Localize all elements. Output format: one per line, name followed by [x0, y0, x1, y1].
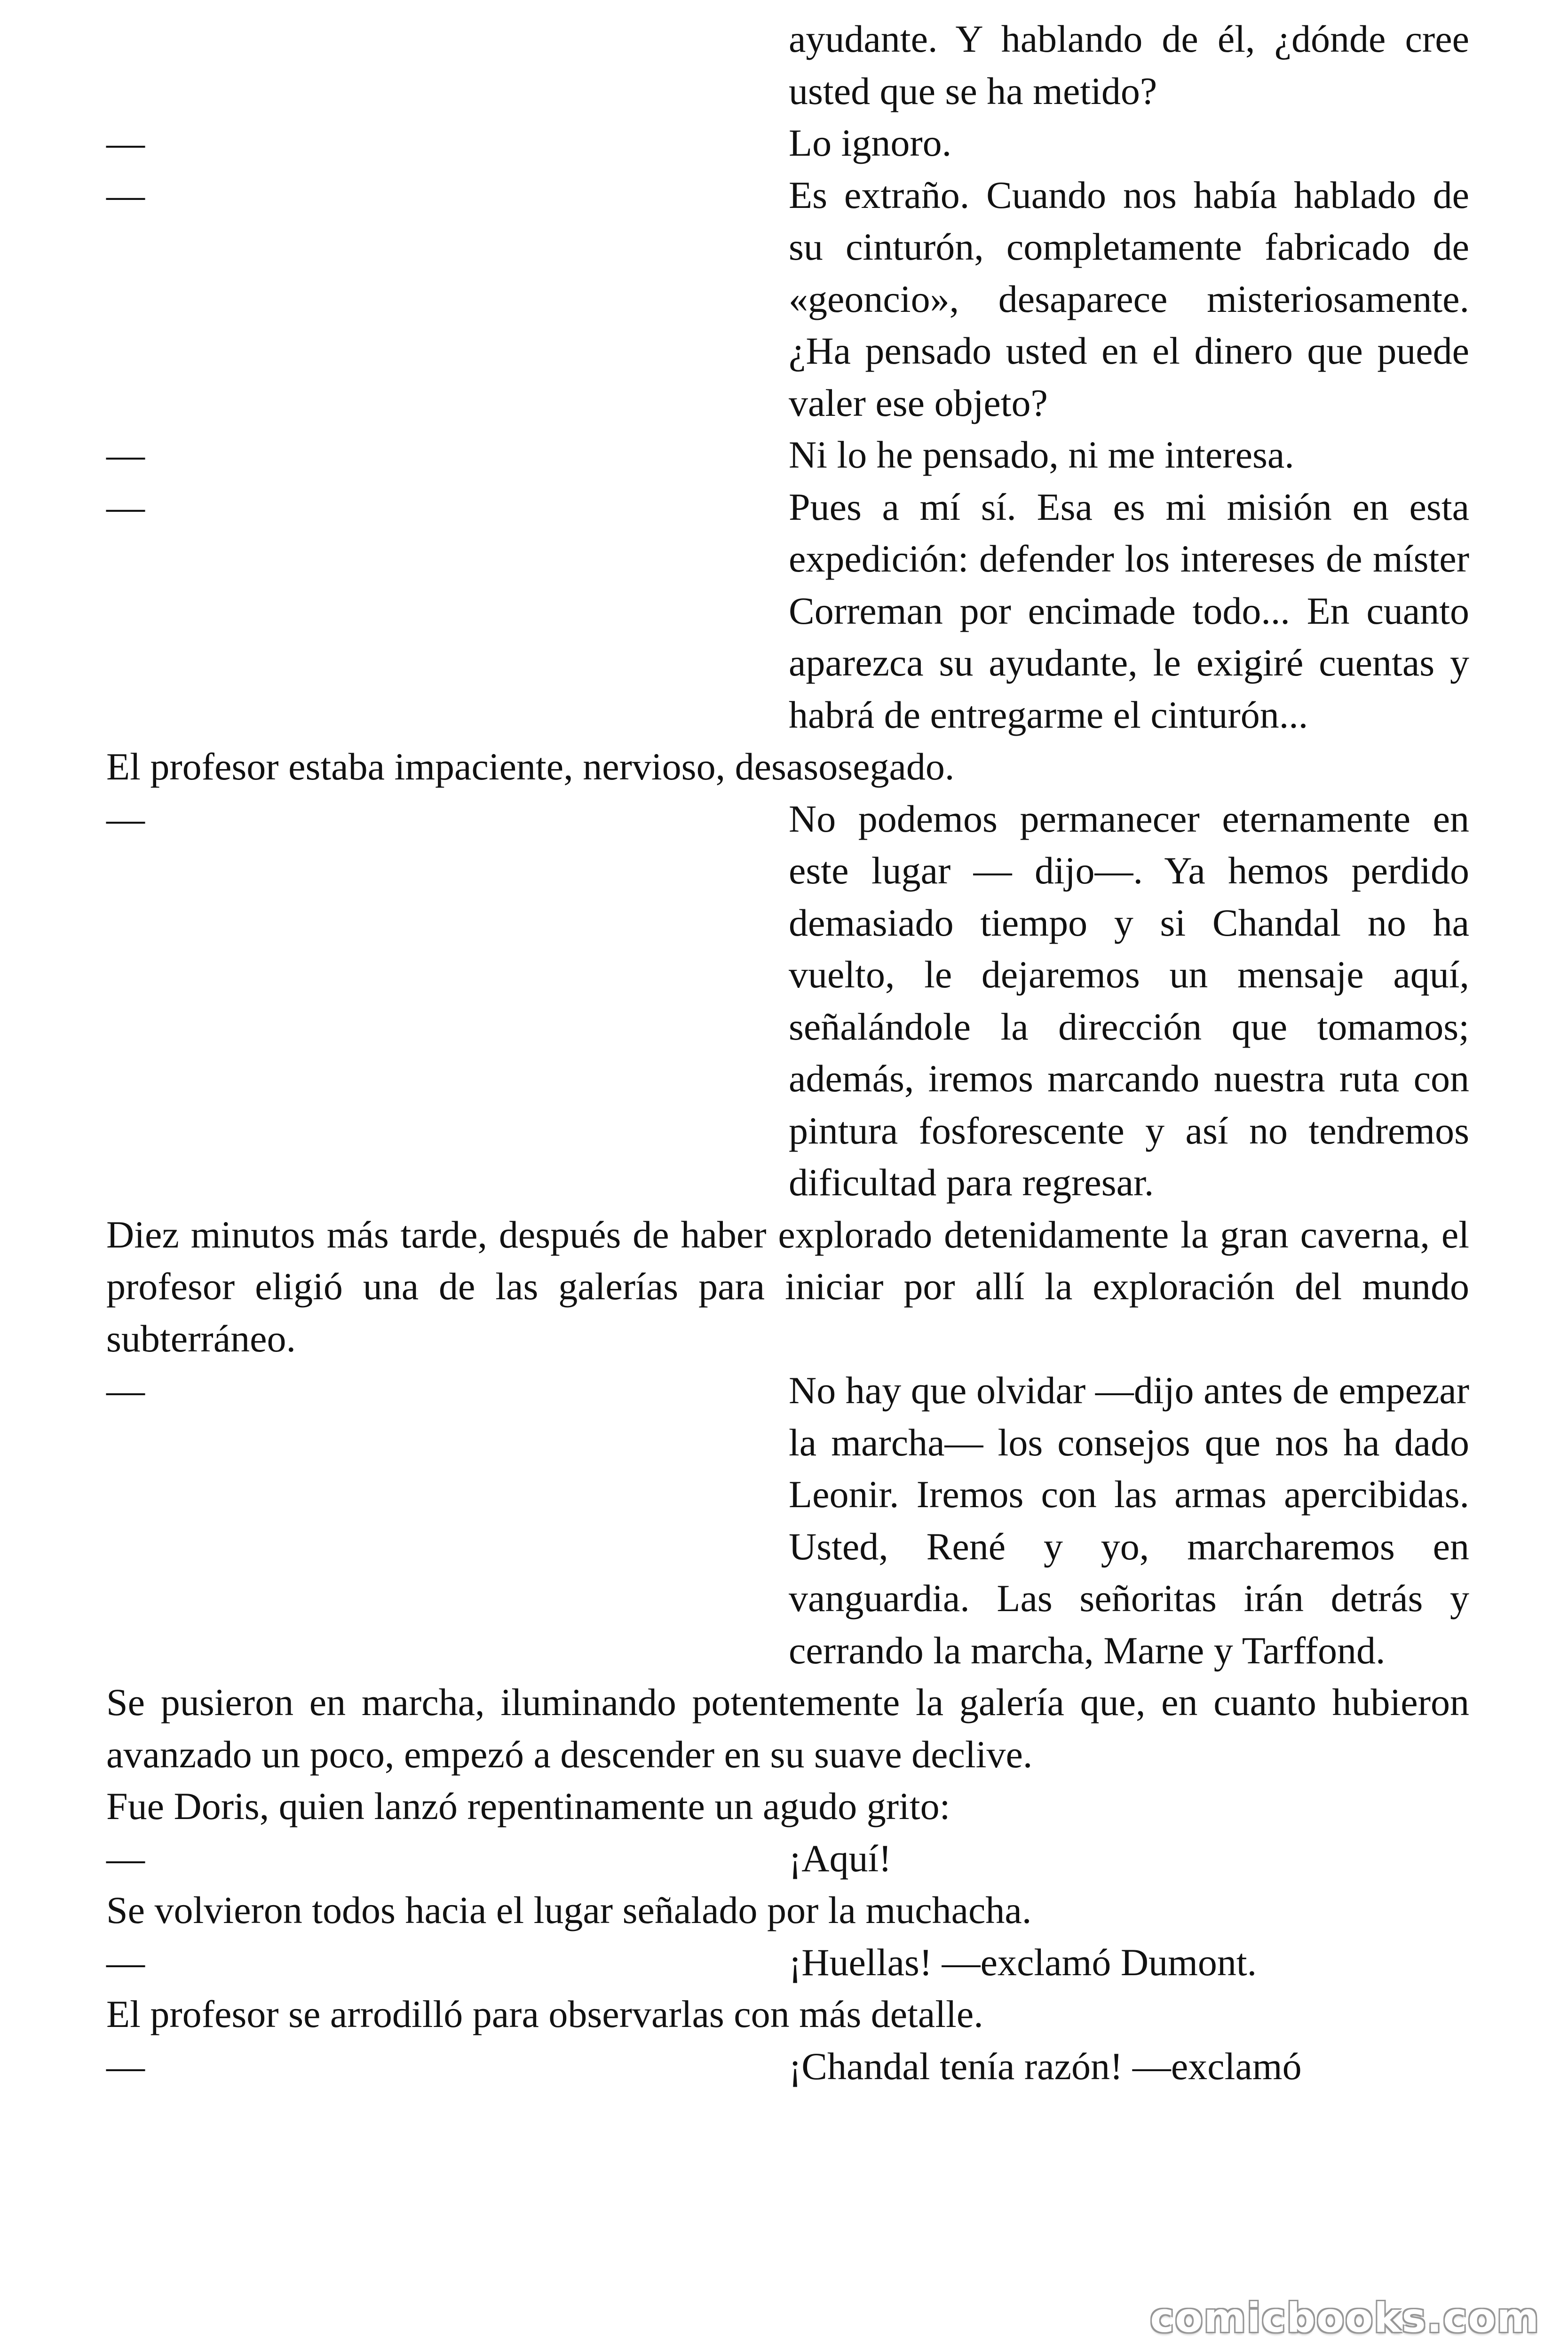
- dialogue-text: ¡Chandal tenía razón! —exclamó: [789, 2044, 1302, 2088]
- dialogue-dash: —: [106, 485, 145, 528]
- dialogue-dash: —: [106, 1940, 145, 1984]
- narration-paragraph: Fue Doris, quien lanzó repentinamente un agudo grito:: [106, 1785, 950, 1828]
- narration-paragraph: El profesor estaba impaciente, nervioso, desasosegado.: [106, 745, 955, 788]
- dialogue-dash: —: [106, 121, 145, 164]
- dialogue-line: [106, 2041, 1469, 2093]
- narration-paragraph: El profesor se arrodilló para observarlas con más detalle.: [106, 1993, 983, 2035]
- narration-paragraph: Se pusieron en marcha, iluminando potentemente la galería que, en cuanto hubieron avanzado un poco, empezó a descender en su suave declive.: [106, 1681, 1469, 1776]
- dialogue-text: Ni lo he pensado, ni me interesa.: [789, 433, 1294, 476]
- narration-paragraph: Se volvieron todos hacia el lugar señalado por la muchacha.: [106, 1889, 1032, 1931]
- dialogue-line: [106, 1365, 1469, 1677]
- dialogue-text: No hay que olvidar —dijo antes de empezar la marcha— los consejos que nos ha dado Leonir. Iremos con las armas apercibidas. Usted, René y yo, marcharemos en vanguardia. Las señoritas irán detrás y cerrando la marcha, Marne y Tarffond.: [789, 1369, 1469, 1672]
- dialogue-text: ¡Huellas! —exclamó Dumont.: [789, 1940, 1257, 1984]
- dialogue-line: [106, 117, 1469, 169]
- narration-paragraph: Diez minutos más tarde, después de haber explorado detenidamente la gran caverna, el profesor eligió una de las galerías para iniciar por allí la exploración del mundo subterráneo.: [106, 1213, 1469, 1360]
- dialogue-dash: —: [106, 2044, 145, 2088]
- dialogue-line: [106, 1833, 1469, 1885]
- dialogue-dash: —: [106, 173, 145, 216]
- dialogue-line: [106, 793, 1469, 1209]
- site-watermark: comicbooks.com: [1150, 2295, 1540, 2342]
- dialogue-dash: —: [106, 433, 145, 476]
- dialogue-line: [106, 1937, 1469, 1989]
- dialogue-line: [106, 13, 1469, 117]
- dialogue-text: Lo ignoro.: [789, 121, 952, 164]
- dialogue-text: No podemos permanecer eternamente en este lugar — dijo—. Ya hemos perdido demasiado tiempo y si Chandal no ha vuelto, le dejaremos un mensaje aquí, señalándole la dirección que tomamos; además, iremos marcando nuestra ruta con pintura fosforescente y así no tendremos dificultad para regresar.: [789, 797, 1469, 1204]
- dialogue-text: Es extraño. Cuando nos había hablado de su cinturón, completamente fabricado de «geoncio», desaparece misteriosamente. ¿Ha pensado usted en el dinero que puede valer ese objeto?: [789, 173, 1469, 424]
- dialogue-dash: —: [106, 1369, 145, 1412]
- dialogue-text: ¡Aquí!: [789, 1836, 892, 1880]
- dialogue-text: Pues a mí sí. Esa es mi misión en esta expedición: defender los intereses de míster Correman por encimade todo... En cuanto aparezca su ayudante, le exigiré cuentas y habrá de entregarme el cinturón...: [789, 485, 1469, 736]
- dialogue-line: [106, 169, 1469, 429]
- dialogue-line: [106, 429, 1469, 481]
- page-text: [106, 13, 1469, 2092]
- dialogue-text: ayudante. Y hablando de él, ¿dónde cree usted que se ha metido?: [789, 17, 1469, 112]
- dialogue-line: [106, 481, 1469, 741]
- dialogue-dash: —: [106, 1836, 145, 1880]
- dialogue-dash: —: [106, 797, 145, 840]
